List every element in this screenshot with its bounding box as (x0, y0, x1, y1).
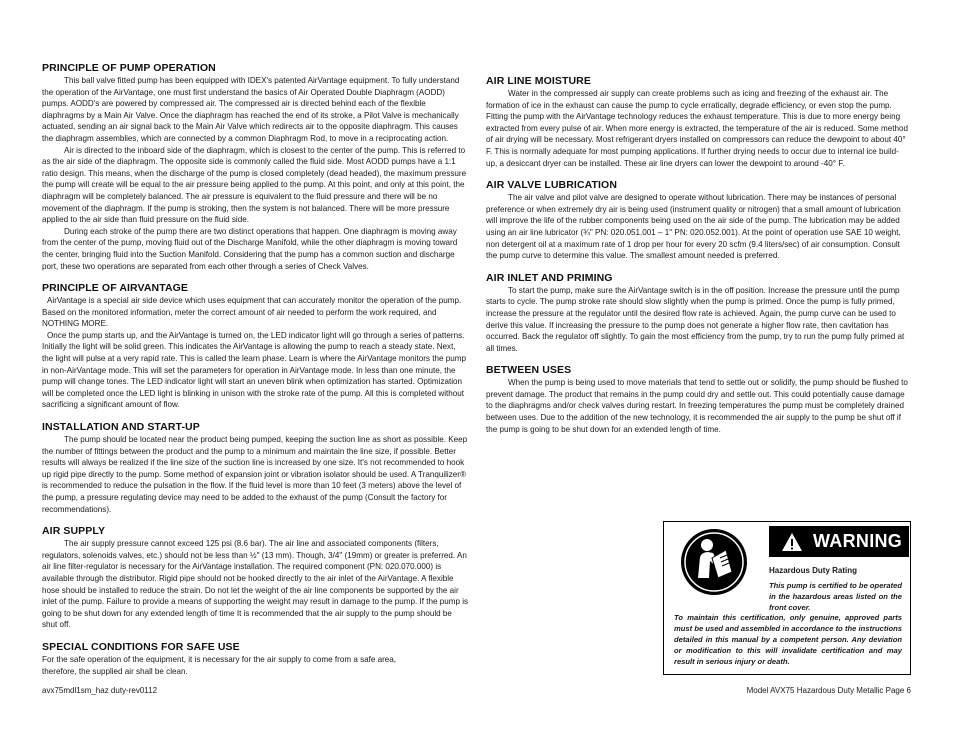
section-title: INSTALLATION AND START-UP (42, 421, 200, 434)
section-title: BETWEEN USES (486, 364, 572, 377)
warning-text-b: To maintain this certification, only genuine, approved parts must be used and assembled in accordance to the instructions detailed in this manual by a competent person. Any deviation or modification to this will invalidate certification and may result in serious injury or death. (674, 613, 902, 666)
paragraph: To start the pump, make sure the AirVantage switch is in the off position. Increase the pressure until the pump starts to cycle. The pump stroke rate should slow slightly when the pump is primed. Once the pump is fully primed, increase the pressure at the regulator until the desired flow rate is achieved. Again, the pump curve can be used to derive this value. If increasing the pressure to the pump does not generate a higher flow rate, then cavitation has occurred. Back the regulator off slightly. To gain the most efficiency from the pump, try to run the pump fully primed at all times. (486, 285, 905, 353)
section-title: AIR LINE MOISTURE (486, 75, 591, 87)
paragraph: Water in the compressed air supply can create problems such as icing and freezing of the exhaust air. The formation of ice in the exhaust can cause the pump to cycle erratically, degrade efficiency, or even stop the pump. Fitting the pump with the AirVantage technology reduces the exhaust temperature. This is due to more energy being extracted from every pulse of air. When more energy is extracted, the temperature of the air is reduced. Some method of air drying will be necessary. Most refrigerant dryers installed on compressors can reduce the dewpoint to about 40° F. This is normally adequate for most pumping applications. If further drying needs to occur due to internal ice build-up, a desiccant dryer can be installed. These air line dryers can lower the dewpoint to around -40° F. (486, 89, 908, 168)
section-air-line-moisture (486, 75, 910, 169)
section-title: SPECIAL CONDITIONS FOR SAFE USE (42, 640, 240, 653)
section-air-valve-lubrication (486, 179, 910, 262)
paragraph: AirVantage is a special air side device which uses equipment that can accurately monitor the operation of the pump. Based on the monitored information, meter the correct amount of air needed to perform the work required, and NOTHING MORE. (42, 296, 462, 329)
warning-text-a: This pump is certified to be operated in the hazardous areas listed on the front cover. (769, 581, 902, 612)
paragraph: For the safe operation of the equipment, it is necessary for the air supply to come from a safe area, therefore, the supplied air shall be clean. (42, 654, 397, 676)
section-pump-operation (42, 62, 469, 272)
warning-title: Hazardous Duty Rating (769, 566, 858, 575)
section-airvantage (42, 282, 469, 411)
section-title: PRINCIPLE OF AIRVANTAGE (42, 282, 189, 295)
paragraph: When the pump is being used to move materials that tend to settle out or solidify, the pump should be flushed to prevent damage. The product that remains in the pump could dry and settle out. This could potentially cause damage to the diaphragms and/or check valves during restart. In freezing temperatures the pump must be completely drained between uses. Due to the addition of the new technology, it is recommended the air supply to the pump be shut off if the pump is going to be shut down for an extended length of time. (486, 378, 908, 434)
right-column (486, 75, 910, 435)
section-installation (42, 421, 469, 515)
warning-text (674, 581, 902, 667)
section-title: AIR SUPPLY (42, 525, 106, 538)
section-title: AIR INLET AND PRIMING (486, 271, 613, 284)
paragraph: The air supply pressure cannot exceed 125 psi (8.6 bar). The air line and associated components (filters, regulators, solenoids valves, etc.) should not be less than ½" (13 mm). Though, 3/4" (19mm) or greater is preferred. An air line filter-regulator is necessary for the AirVantage installation. The required component (PN: 020.070.000) is available through the distributor. Rigid pipe should not be hooked directly to the air inlet of the AirVantage. A flexible hose should be installed to reduce the strain. Do not let the weight of the air line components be supported by the air inlet of the pump. Failure to provide a means of supporting the weight may result in damage to the pump. If the pump is going to be shut down for any extended length of time It is recommended that the air supply to the pump should be shut off. (42, 539, 469, 630)
section-air-inlet-priming (486, 272, 910, 355)
warning-triangle-icon (781, 532, 803, 552)
section-title: PRINCIPLE OF PUMP OPERATION (42, 62, 216, 74)
warning-heading: WARNING (813, 531, 903, 551)
paragraph: Once the pump starts up, and the AirVantage is turned on, the LED indicator light will go through a series of patterns. Initially the light will be solid green. This indicates the AirVantage is allowing the pump to reach a steady state. Next, the light will pulse at a very rapid rate. This is called the learn phase. Learn is where the AirVantage monitors the pump in non-AirVantage mode. This will set the parameters for operation in AirVantage mode. In less than one minute, the pump will change tones. The LED indicator light will start an uneven blink when optimization has started. Optimization will be completed once the LED light is blinking in unison with the stroke rate of the pump. All this is completed without sacrificing a significant amount of flow. (42, 330, 466, 410)
section-title: AIR VALVE LUBRICATION (486, 179, 618, 192)
paragraph: During each stroke of the pump there are two distinct operations that happen. One diaphragm is moving away from the center of the pump, moving fluid out of the Discharge Manifold, while the other diaphragm is moving toward the center, bringing fluid into the Suction Manifold. Considering that the pump has a common suction and discharge port, these two operations are separated from each other through a series of Check Valves. (42, 226, 458, 271)
left-column (42, 62, 469, 677)
paragraph: This ball valve fitted pump has been equipped with IDEX's patented AirVantage equipment. To fully understand the operation of the AirVantage, one must first understand the basics of Air Operated Double Diaphragm (AODD) pumps. AODD's are powered by compressed air. The compressed air is directed behind each of the flexible diaphragms by a Main Air Valve. Once the diaphragm has reached the end of its stroke, a Pilot Valve is mechanically actuated, sending an air signal back to the Main Air Valve which redirects air to the opposite diaphragm. This causes the diaphragm assemblies, which are connected by a common Diaphragm Rod, to move in a reciprocating action. (42, 76, 460, 143)
paragraph: The pump should be located near the product being pumped, keeping the suction line as short as possible. Keep the number of fittings between the product and the pump to a minimum and maintain the line size, if possible. Better results will always be realized if the line size of the suction line is increased by one size. It's not recommended to hook up rigid pipe directly to the pump. Some method of expansion joint or vibration isolator should be used. A Tranquilizer® is recommended to reduce the pulsation in the flow. If the fluid level is more than 10 feet (3 meters) above the level of the pump, a pressure regulating device may need to be added to the exhaust of the pump (Consult the factory for recommendations). (42, 435, 468, 514)
warning-box (663, 521, 911, 675)
section-air-supply (42, 525, 469, 631)
paragraph: The air valve and pilot valve are designed to operate without lubrication. There may be instances of personal preference or when extremely dry air is being used (instrument quality or nitrogen) that a small amount of lubrication will improve the life of the rubber components being used on the air side of the pump. The lubrication may be added using an air line lubricator (¾" PN: 020.051.001 – 1" PN: 020.052.001). At the point of operation use SAE 10 weight, non detergent oil at a maximum rate of 1 drop per hour for every 20 scfm (9.4 liters/sec) of air consumption. Consult the pump curve to determine this value. The smallest amount needed is preferred. (486, 193, 901, 261)
section-safe-use (42, 641, 469, 677)
footer-doc-id: avx75mdl1sm_haz duty-rev0112 (42, 686, 158, 695)
footer-page-label: Model AVX75 Hazardous Duty Metallic Page 6 (746, 686, 911, 695)
warning-header (769, 526, 909, 557)
paragraph: Air is directed to the inboard side of the diaphragm, which is closest to the center of the pump. This is referred to as the air side of the diaphragm. The opposite side is commonly called the fluid side. Most AODD pumps have a 1:1 ratio design. This means, when the discharge of the pump is closed completely (dead headed), the maximum pressure the pump will create will be equal to the air pressure being applied to the pump. At this point, and only at this point, the diaphragm will be completely balanced. The air pressure is equivalent to the fluid pressure and there will be no movement of the diaphragm. If the pump is stroking, then the system is not balanced. There will be more pressure applied to the air side than fluid pressure on the fluid side. (42, 145, 467, 225)
section-between-uses (486, 364, 910, 435)
